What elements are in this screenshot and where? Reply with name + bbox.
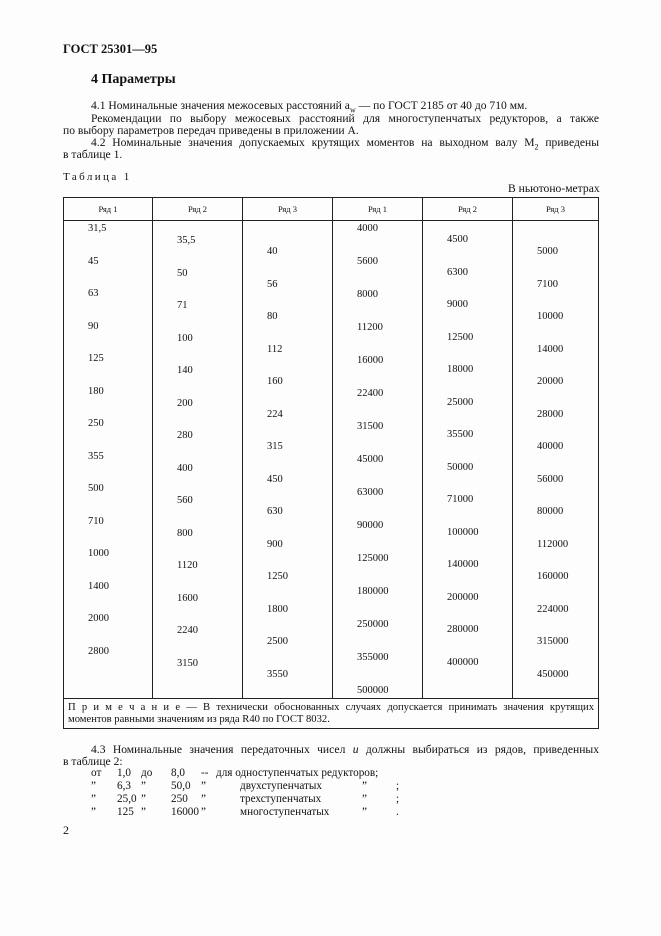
table-cell: 100000 bbox=[447, 526, 479, 538]
table-cell: 3150 bbox=[177, 657, 198, 669]
table-cell: 16000 bbox=[357, 355, 384, 366]
ratio-cell: двухступенчатых bbox=[240, 780, 322, 792]
table-cell: 5000 bbox=[537, 246, 558, 257]
table-cell: 50 bbox=[177, 267, 188, 279]
table-cell: 10000 bbox=[537, 311, 564, 322]
column-values bbox=[423, 221, 513, 699]
ratio-cell: ” bbox=[141, 806, 146, 818]
table-cell: 800 bbox=[177, 527, 193, 539]
table-cell: 90000 bbox=[357, 520, 384, 531]
table-cell: 180000 bbox=[357, 586, 389, 597]
table-cell: 31,5 bbox=[88, 223, 107, 234]
paragraph-4-3-line1: 4.3 Номинальные значения передаточных чисел u должны выбираться из рядов, приведенных bbox=[91, 743, 599, 756]
ratio-cell: 25,0 bbox=[117, 793, 137, 805]
paragraph-4-2-line2: в таблице 1. bbox=[63, 148, 123, 161]
table-cell: 80 bbox=[267, 311, 278, 322]
section-title: 4 Параметры bbox=[91, 72, 176, 87]
table-cell: 18000 bbox=[447, 364, 474, 375]
column-values bbox=[64, 221, 153, 699]
table-cell: 710 bbox=[88, 515, 104, 527]
column-header: Ряд 3 bbox=[243, 198, 333, 221]
table-cell: 45 bbox=[88, 255, 99, 267]
ratio-cell: 250 bbox=[171, 793, 188, 805]
table-cell: 1250 bbox=[267, 571, 288, 582]
table-cell: 400 bbox=[177, 462, 193, 474]
column-header: Ряд 2 bbox=[423, 198, 513, 221]
table-cell: 9000 bbox=[447, 299, 468, 310]
ratio-cell: 6,3 bbox=[117, 780, 131, 792]
ratio-cell: ” bbox=[141, 780, 146, 792]
ratio-cell: ” bbox=[201, 793, 206, 805]
column-header: Ряд 2 bbox=[153, 198, 243, 221]
table-cell: 250000 bbox=[357, 619, 389, 630]
table-cell: 200000 bbox=[447, 591, 479, 603]
ratio-cell: ” bbox=[141, 793, 146, 805]
table-cell: 1120 bbox=[177, 560, 198, 571]
ratio-cell: ” bbox=[362, 806, 367, 818]
table-cell: 125000 bbox=[357, 553, 389, 564]
note-line1: П р и м е ч а н и е — В технически обоснованных случаях допускается принимать значения крутящих bbox=[68, 702, 594, 713]
table-cell: 4500 bbox=[447, 234, 468, 245]
table-cell: 280000 bbox=[447, 624, 479, 635]
torque-table bbox=[63, 197, 599, 729]
table-note-row bbox=[64, 699, 599, 729]
table-cell: 355000 bbox=[357, 652, 389, 663]
paragraph-4-1: 4.1 Номинальные значения межосевых расстояний $a_w$ — по ГОСТ 2185 от 40 до 710 мм. bbox=[91, 99, 528, 115]
ratio-cell: трехступенчатых bbox=[240, 793, 322, 805]
column-values bbox=[243, 221, 333, 699]
paragraph-recommendation-line2: по выбору параметров передач приведены в приложении А. bbox=[63, 124, 359, 137]
table-note bbox=[64, 699, 599, 729]
table-cell: 2800 bbox=[88, 645, 109, 657]
table-cell: 224 bbox=[267, 408, 283, 420]
column-values bbox=[153, 221, 243, 699]
table-cell: 500000 bbox=[357, 685, 389, 696]
paragraph-4-2-line1: 4.2 Номинальные значения допускаемых крутящих моментов на выходном валу $M_2$ приведены bbox=[91, 136, 599, 152]
table-cell: 35,5 bbox=[177, 235, 196, 246]
table-cell: 63 bbox=[88, 288, 99, 299]
table-cell: 40 bbox=[267, 246, 278, 257]
ratio-cell: ; bbox=[396, 780, 400, 792]
table-cell: 14000 bbox=[537, 343, 564, 355]
table-cell: 180 bbox=[88, 385, 104, 397]
table-cell: 1400 bbox=[88, 580, 109, 592]
table-cell: 900 bbox=[267, 538, 283, 550]
table-cell: 1000 bbox=[88, 548, 109, 559]
table-cell: 125 bbox=[88, 353, 104, 364]
table-caption: Таблица 1 bbox=[63, 171, 132, 183]
table-cell: 500 bbox=[88, 483, 104, 494]
paragraph-recommendation-line1: Рекомендации по выбору межосевых расстояний для многоступенчатых редукторов, а также bbox=[91, 112, 599, 125]
ratio-cell: ; bbox=[396, 793, 400, 805]
table-cell: 45000 bbox=[357, 454, 384, 465]
table-cell: 22400 bbox=[357, 388, 384, 399]
table-cell: 2000 bbox=[88, 613, 109, 624]
table-cell: 5600 bbox=[357, 256, 378, 267]
ratio-cell: до bbox=[141, 767, 153, 779]
ratio-cell: 125 bbox=[117, 806, 134, 818]
table-cell: 31500 bbox=[357, 421, 384, 432]
table-cell: 315 bbox=[267, 441, 283, 452]
table-cell: 56 bbox=[267, 278, 278, 290]
table-cell: 71000 bbox=[447, 494, 474, 505]
ratio-cell: от bbox=[91, 767, 102, 779]
table-cell: 7100 bbox=[537, 278, 558, 290]
note-line2: моментов равными значениям из ряда R40 по ГОСТ 8032. bbox=[68, 714, 330, 725]
table-cell: 112000 bbox=[537, 538, 569, 550]
table-cell: 63000 bbox=[357, 487, 384, 498]
table-cell: 12500 bbox=[447, 331, 474, 343]
table-cell: 71 bbox=[177, 300, 188, 311]
table-cell: 450 bbox=[267, 473, 283, 485]
table-cell: 6300 bbox=[447, 266, 468, 278]
table-header-row bbox=[64, 198, 599, 221]
table-cell: 1800 bbox=[267, 603, 288, 615]
table-cell: 2240 bbox=[177, 625, 198, 636]
table-cell: 200 bbox=[177, 397, 193, 409]
column-header: Ряд 1 bbox=[333, 198, 423, 221]
ratio-cell: ” bbox=[201, 806, 206, 818]
ratio-cell: для одноступенчатых редукторов; bbox=[216, 767, 379, 779]
table-cell: 4000 bbox=[357, 223, 378, 234]
table-cell: 2500 bbox=[267, 636, 288, 647]
table-cell: 28000 bbox=[537, 408, 564, 420]
table-cell: 250 bbox=[88, 418, 104, 429]
table-cell: 50000 bbox=[447, 461, 474, 473]
table-cell: 355 bbox=[88, 450, 104, 462]
ratio-cell: ” bbox=[91, 780, 96, 792]
table-values-row bbox=[64, 221, 599, 699]
ratio-cell: 16000 bbox=[171, 806, 199, 818]
ratio-cell: ” bbox=[91, 793, 96, 805]
ratio-cell: ” bbox=[362, 780, 367, 792]
ratio-cell: 8,0 bbox=[171, 767, 185, 779]
document-header: ГОСТ 25301—95 bbox=[63, 42, 158, 56]
table-cell: 40000 bbox=[537, 441, 564, 452]
ratio-cell: ” bbox=[362, 793, 367, 805]
table-cell: 630 bbox=[267, 506, 283, 517]
table-cell: 140000 bbox=[447, 559, 479, 570]
table-cell: 25000 bbox=[447, 396, 474, 408]
table-cell: 20000 bbox=[537, 376, 564, 387]
column-values bbox=[333, 221, 423, 699]
table-cell: 560 bbox=[177, 495, 193, 506]
table-cell: 160000 bbox=[537, 571, 569, 582]
table-cell: 160 bbox=[267, 376, 283, 387]
ratio-cell: ” bbox=[201, 780, 206, 792]
table-cell: 450000 bbox=[537, 668, 569, 680]
ratio-cell: 50,0 bbox=[171, 780, 191, 792]
table-cell: 90 bbox=[88, 320, 99, 332]
column-header: Ряд 3 bbox=[513, 198, 599, 221]
table-cell: 315000 bbox=[537, 636, 569, 647]
table-cell: 8000 bbox=[357, 289, 378, 300]
table-cell: 80000 bbox=[537, 506, 564, 517]
table-cell: 100 bbox=[177, 332, 193, 344]
ratio-cell: 1,0 bbox=[117, 767, 131, 779]
ratio-cell: -- bbox=[201, 767, 209, 779]
table-cell: 140 bbox=[177, 365, 193, 376]
column-values bbox=[513, 221, 599, 699]
table-cell: 56000 bbox=[537, 473, 564, 485]
table-cell: 1600 bbox=[177, 592, 198, 604]
table-cell: 224000 bbox=[537, 603, 569, 615]
table-cell: 11200 bbox=[357, 322, 383, 333]
table-cell: 280 bbox=[177, 430, 193, 441]
table-cell: 400000 bbox=[447, 656, 479, 668]
table-cell: 35500 bbox=[447, 429, 474, 440]
page-number: 2 bbox=[63, 823, 69, 837]
units-label: В ньютоно-метрах bbox=[508, 182, 600, 195]
column-header: Ряд 1 bbox=[64, 198, 153, 221]
table-cell: 3550 bbox=[267, 668, 288, 680]
paragraph-4-3-line2: в таблице 2: bbox=[63, 755, 123, 768]
ratio-cell: многоступенчатых bbox=[240, 806, 330, 818]
ratio-cell: ” bbox=[91, 806, 96, 818]
table-cell: 112 bbox=[267, 343, 283, 355]
ratio-cell: . bbox=[396, 806, 399, 818]
